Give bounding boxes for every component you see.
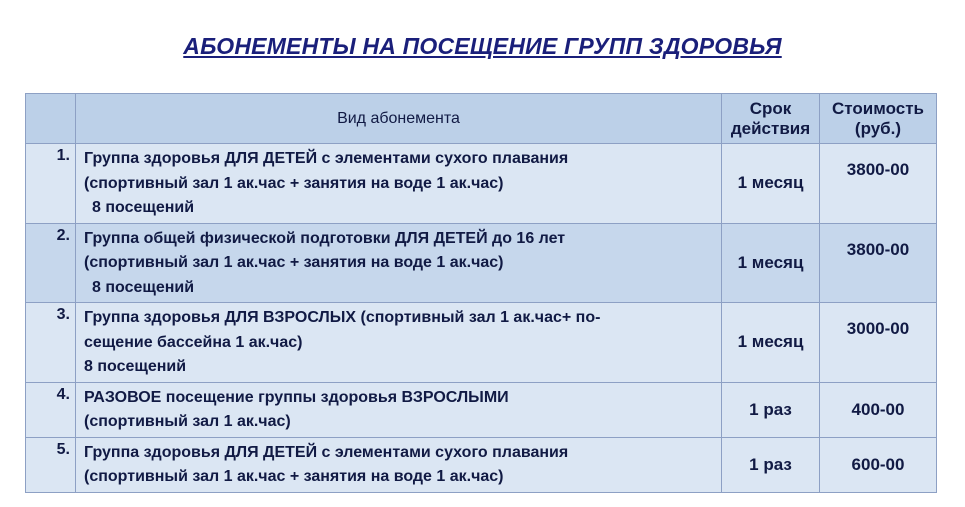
- row-desc-line: (спортивный зал 1 ак.час + занятия на воде 1 ак.час): [84, 174, 504, 192]
- row-term: 1 раз: [722, 382, 820, 437]
- row-price: 3800-00: [820, 144, 937, 224]
- row-price: 3000-00: [820, 303, 937, 383]
- row-number: 1.: [26, 144, 76, 224]
- row-description: [76, 437, 722, 492]
- row-price: 3800-00: [820, 223, 937, 303]
- row-price: 600-00: [820, 437, 937, 492]
- header-price: Стоимость (руб.): [820, 94, 937, 144]
- row-description: [76, 303, 722, 383]
- row-term: 1 месяц: [722, 144, 820, 224]
- row-term: 1 месяц: [722, 303, 820, 383]
- row-sessions: 8 посещений: [84, 358, 187, 375]
- page-title: АБОНЕМЕНТЫ НА ПОСЕЩЕНИЕ ГРУПП ЗДОРОВЬЯ: [183, 33, 782, 59]
- header-num: [26, 94, 76, 144]
- row-desc-line: сещение бассейна 1 ак.час): [84, 333, 303, 351]
- subscriptions-table: [25, 93, 937, 493]
- row-desc-line: Группа здоровья ДЛЯ ДЕТЕЙ с элементами сухого плавания: [84, 443, 569, 461]
- row-desc-line: РАЗОВОЕ посещение группы здоровья ВЗРОСЛЫМИ: [84, 388, 509, 406]
- row-desc-line: (спортивный зал 1 ак.час + занятия на воде 1 ак.час): [84, 254, 504, 271]
- table-header-row: [26, 94, 937, 144]
- table-row: [26, 144, 937, 224]
- row-description: [76, 382, 722, 437]
- row-desc-line: Группа здоровья ДЛЯ ДЕТЕЙ с элементами сухого плавания: [84, 150, 569, 167]
- table-row: [26, 303, 937, 383]
- row-desc-line: Группа общей физической подготовки ДЛЯ ДЕТЕЙ до 16 лет: [84, 229, 566, 247]
- table-row: [26, 223, 937, 303]
- header-term: Срок действия: [722, 94, 820, 144]
- row-number: 4.: [26, 382, 76, 437]
- row-number: 2.: [26, 223, 76, 303]
- row-desc-line: Группа здоровья ДЛЯ ВЗРОСЛЫХ (спортивный зал 1 ак.час+ по-: [84, 309, 601, 326]
- row-price: 400-00: [820, 382, 937, 437]
- table-row: [26, 382, 937, 437]
- row-number: 5.: [26, 437, 76, 492]
- row-desc-line: (спортивный зал 1 ак.час + занятия на воде 1 ак.час): [84, 468, 504, 485]
- row-number: 3.: [26, 303, 76, 383]
- row-term: 1 раз: [722, 437, 820, 492]
- row-desc-line: (спортивный зал 1 ак.час): [84, 413, 291, 430]
- row-description: [76, 223, 722, 303]
- row-sessions: 8 посещений: [92, 199, 195, 216]
- row-term: 1 месяц: [722, 223, 820, 303]
- header-desc: Вид абонемента: [76, 94, 722, 144]
- table-row: [26, 437, 937, 492]
- row-description: [76, 144, 722, 224]
- row-sessions: 8 посещений: [92, 278, 195, 296]
